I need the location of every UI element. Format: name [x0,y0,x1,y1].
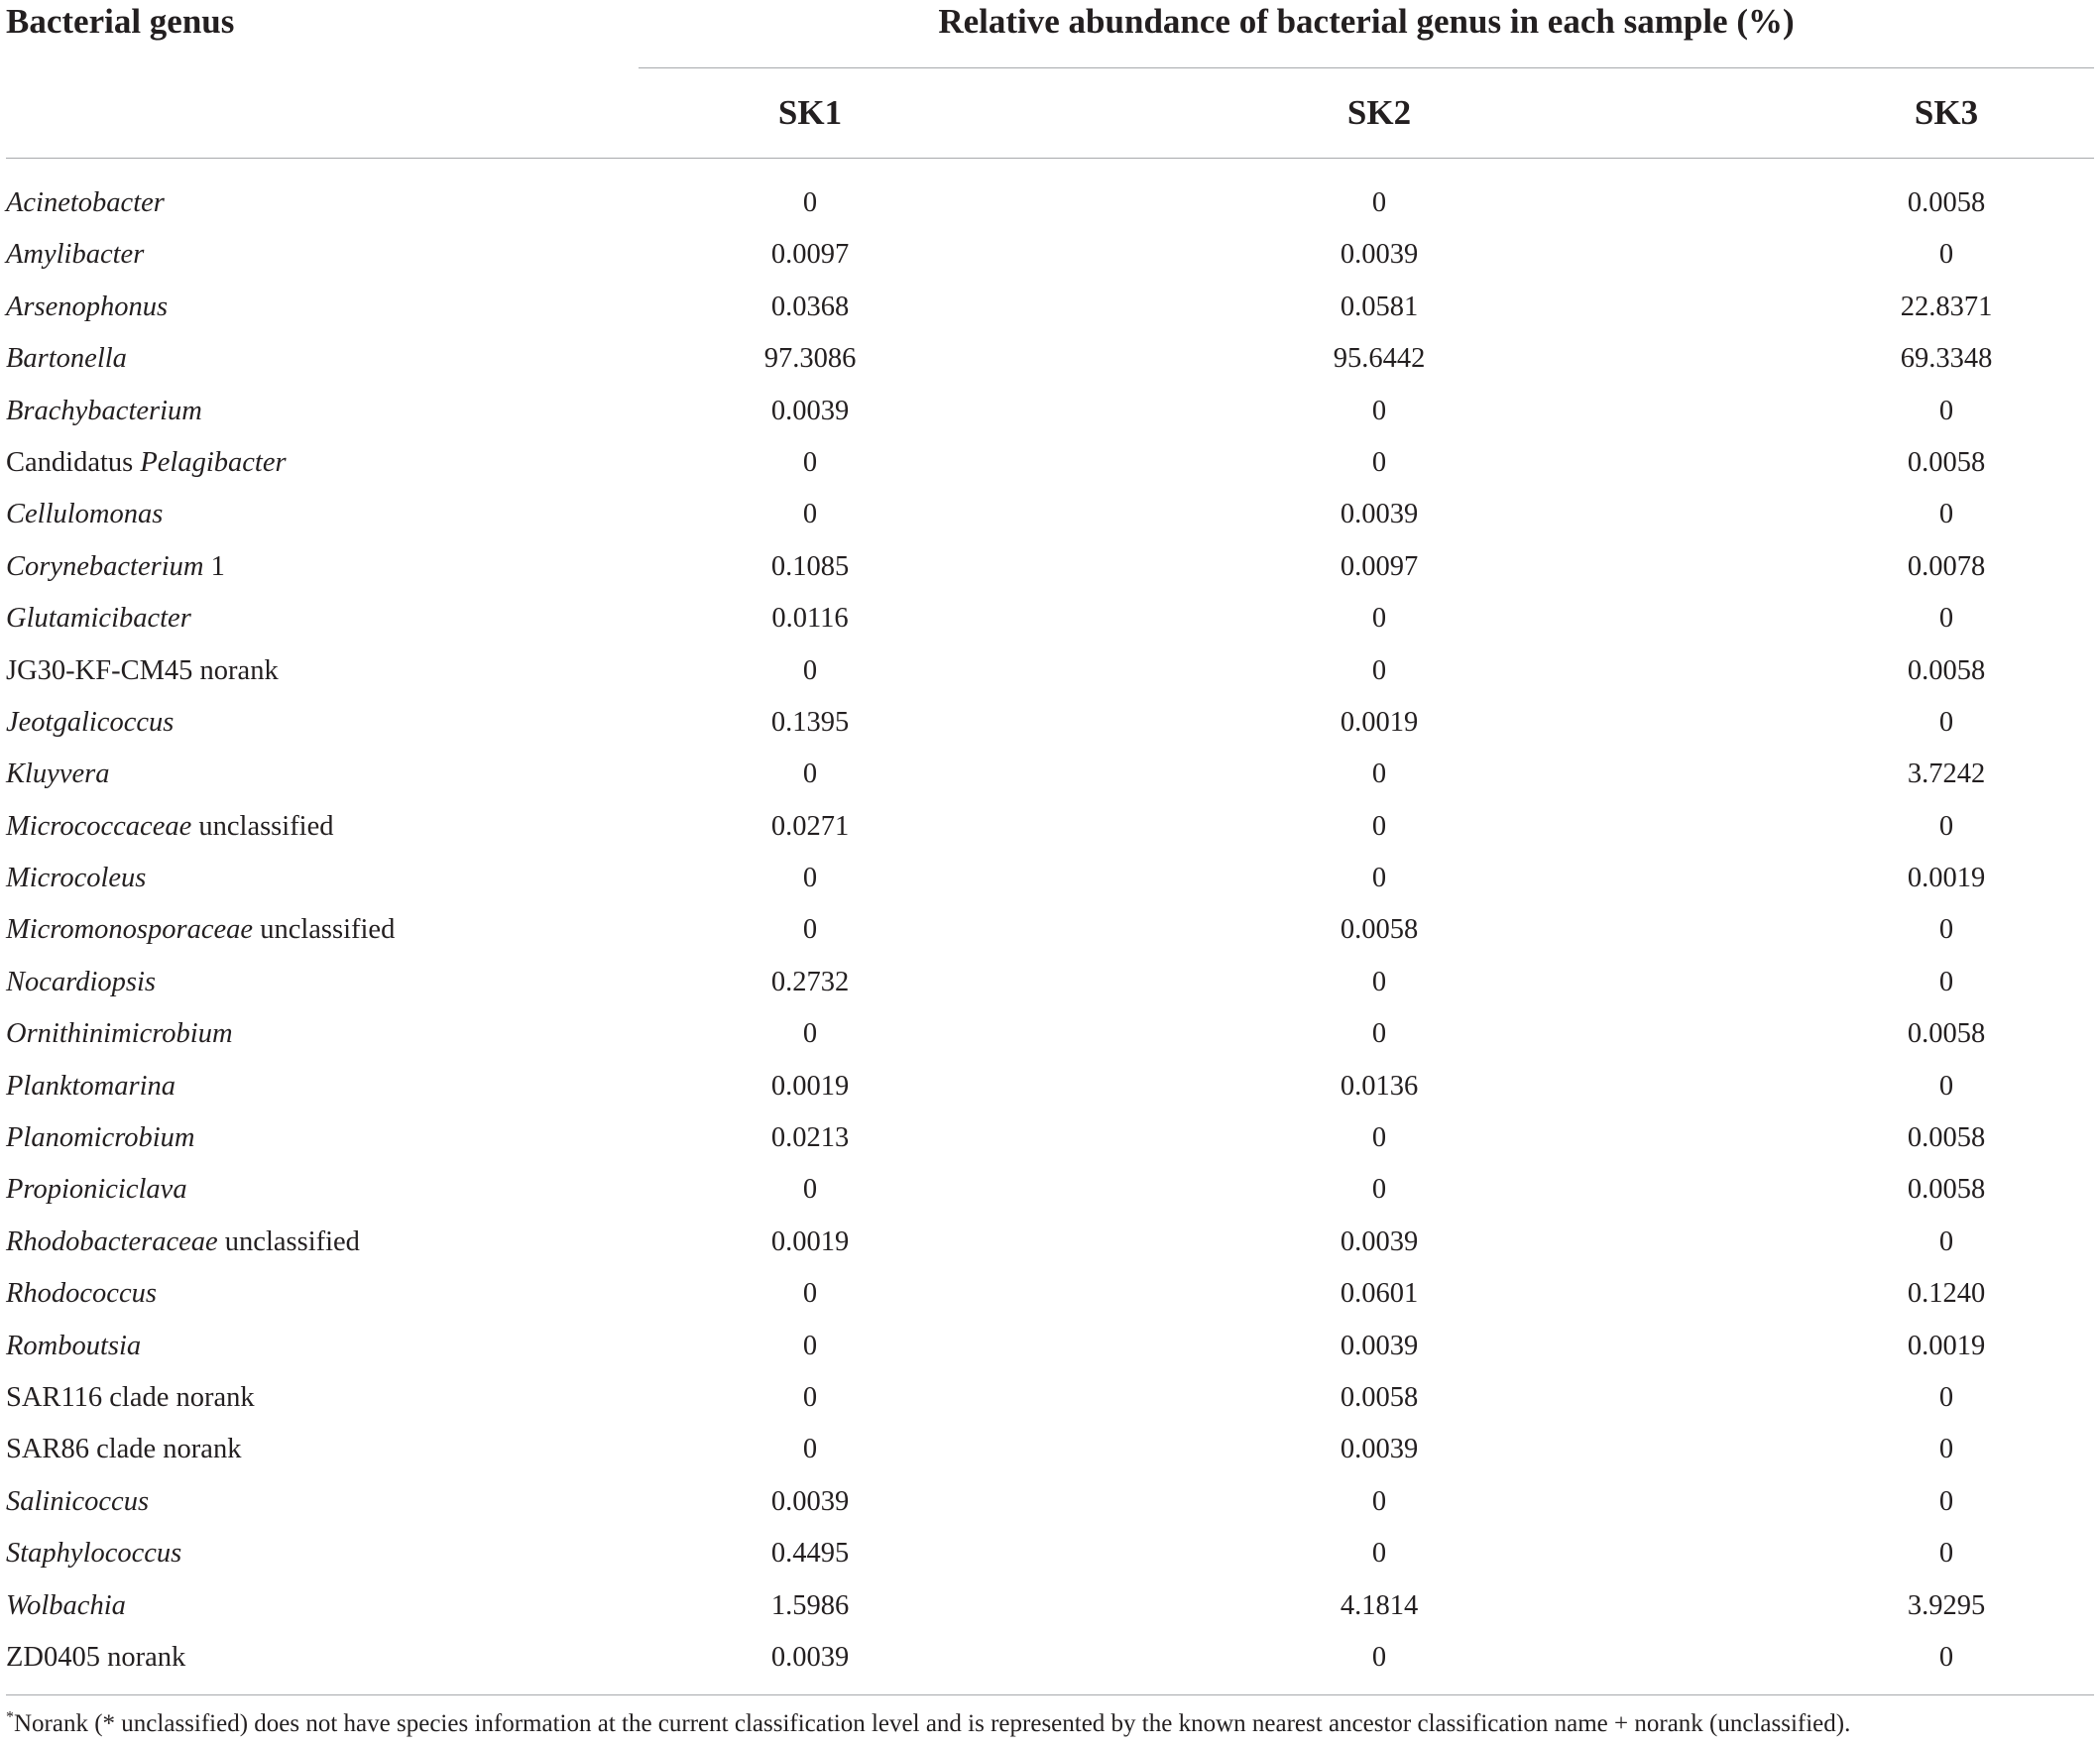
abundance-cell-sk3: 69.3348 [1900,343,1993,375]
table-row [0,545,2100,597]
abundance-cell-sk1: 0.0039 [770,1641,850,1673]
abundance-cell-sk2: 0.0039 [1340,1225,1419,1257]
genus-cell [6,597,191,641]
abundance-cell-sk3: 3.7242 [1907,758,1986,790]
abundance-cell-sk1: 0.0097 [770,239,850,271]
genus-name-part: Rhodococcus [6,1278,157,1310]
abundance-cell-sk3: 3.9295 [1907,1589,1986,1621]
genus-name-part: Cellulomonas [6,499,164,530]
genus-name-part: Micrococcaceae [6,810,192,842]
abundance-cell-sk2: 0.0039 [1340,1434,1419,1465]
abundance-cell-sk3: 0 [1938,1538,1954,1570]
abundance-cell-sk1: 0 [802,1018,818,1050]
genus-name-part: Jeotgalicoccus [6,706,175,738]
genus-cell [6,1325,141,1368]
abundance-cell-sk1: 0 [802,1174,818,1206]
abundance-cell-sk2: 0.0097 [1340,550,1419,582]
genus-cell [6,1221,360,1264]
table-row [0,908,2100,960]
table-row [0,649,2100,701]
genus-cell [6,1168,187,1212]
footer-rule [6,1694,2094,1695]
abundance-cell-sk2: 0 [1371,395,1387,426]
abundance-cell-sk3: 0.0019 [1907,863,1986,894]
abundance-cell-sk1: 0 [802,187,818,218]
abundance-cell-sk1: 0.0019 [770,1225,850,1257]
genus-cell [6,857,146,900]
table-body [0,181,2100,1688]
abundance-cell-sk3: 0.0058 [1907,187,1986,218]
genus-name-part: 1 [203,550,225,582]
abundance-cell-sk1: 0.1395 [770,706,850,738]
table-row [0,233,2100,285]
genus-cell [6,441,287,485]
genus-name-part: unclassified [217,1225,360,1257]
genus-cell [6,908,395,952]
genus-name-part: Micromonosporaceae [6,914,254,946]
genus-name-part: ZD0405 norank [6,1641,186,1673]
abundance-cell-sk2: 0 [1371,1018,1387,1050]
abundance-cell-sk3: 0 [1938,966,1954,997]
table-row [0,1584,2100,1636]
genus-cell [6,1428,241,1471]
genus-name-part: Rhodobacteraceae [6,1225,218,1257]
genus-name-part: Brachybacterium [6,395,202,426]
table-row [0,1376,2100,1428]
genus-name-part: Candidatus [6,446,141,478]
genus-name-part: Kluyvera [6,758,110,790]
abundance-cell-sk2: 0.0039 [1340,1330,1419,1361]
genus-cell [6,1480,149,1524]
genus-cell [6,286,168,329]
abundance-cell-sk2: 0 [1371,966,1387,997]
abundance-cell-sk2: 0 [1371,1538,1387,1570]
abundance-cell-sk3: 0 [1938,1070,1954,1102]
abundance-cell-sk2: 0.0039 [1340,499,1419,530]
abundance-cell-sk1: 0 [802,499,818,530]
header-rule [6,158,2094,159]
genus-name-part: unclassified [191,810,334,842]
abundance-cell-sk3: 22.8371 [1900,291,1993,322]
genus-name-part: unclassified [253,914,396,946]
genus-cell [6,701,174,745]
abundance-cell-sk2: 0.0601 [1340,1278,1419,1310]
abundance-cell-sk1: 0.1085 [770,550,850,582]
abundance-cell-sk2: 0.0039 [1340,239,1419,271]
genus-name-part: Wolbachia [6,1589,126,1621]
sample-header-sk2: SK2 [1346,93,1412,132]
abundance-cell-sk3: 0 [1938,1485,1954,1517]
abundance-cell-sk1: 0 [802,1381,818,1413]
genus-name-part: Microcoleus [6,863,147,894]
abundance-cell-sk3: 0 [1938,395,1954,426]
table-row [0,1272,2100,1324]
genus-cell [6,1376,255,1420]
abundance-cell-sk3: 0 [1938,1381,1954,1413]
genus-name-part: Planomicrobium [6,1122,195,1154]
genus-cell [6,390,202,433]
abundance-cell-sk1: 0.4495 [770,1538,850,1570]
abundance-cell-sk3: 0 [1938,1641,1954,1673]
abundance-cell-sk1: 0.0039 [770,1485,850,1517]
abundance-cell-sk2: 0 [1371,1122,1387,1154]
abundance-cell-sk3: 0.0078 [1907,550,1986,582]
genus-cell [6,1584,126,1628]
abundance-cell-sk3: 0.1240 [1907,1278,1986,1310]
table-row [0,1480,2100,1532]
genus-cell [6,805,334,849]
abundance-cell-sk2: 0 [1371,1485,1387,1517]
abundance-cell-sk1: 0.0116 [771,603,849,635]
genus-cell [6,493,163,536]
genus-name-part: Salinicoccus [6,1485,150,1517]
abundance-cell-sk2: 0 [1371,654,1387,686]
abundance-cell-sk1: 1.5986 [770,1589,850,1621]
sample-header-sk3: SK3 [1914,93,1979,132]
table-row [0,1532,2100,1583]
table-row [0,286,2100,337]
genus-cell [6,1636,185,1680]
genus-name-part: Arsenophonus [6,291,169,322]
genus-cell [6,1532,181,1575]
genus-name-part: Romboutsia [6,1330,142,1361]
table-row [0,181,2100,233]
table-row [0,1325,2100,1376]
genus-name-part: Bartonella [6,343,127,375]
abundance-cell-sk3: 0.0058 [1907,1174,1986,1206]
abundance-cell-sk3: 0 [1938,239,1954,271]
table-row [0,857,2100,908]
table-row [0,1116,2100,1168]
abundance-cell-sk1: 0.0271 [770,810,850,842]
genus-cell [6,1272,157,1316]
abundance-cell-sk2: 0.0058 [1340,1381,1419,1413]
table-row [0,701,2100,753]
table-row [0,441,2100,493]
abundance-cell-sk1: 0.0213 [770,1122,850,1154]
abundance-spanning-header: Relative abundance of bacterial genus in each sample (%) [938,2,1795,41]
table-row [0,961,2100,1012]
abundance-cell-sk3: 0.0058 [1907,1018,1986,1050]
table-row [0,390,2100,441]
abundance-cell-sk1: 0 [802,446,818,478]
abundance-cell-sk2: 4.1814 [1340,1589,1419,1621]
table-row [0,493,2100,544]
table-row [0,805,2100,857]
genus-cell [6,1065,175,1108]
abundance-cell-sk1: 0.0039 [770,395,850,426]
abundance-cell-sk1: 97.3086 [763,343,857,375]
abundance-cell-sk3: 0 [1938,1434,1954,1465]
abundance-cell-sk2: 95.6442 [1333,343,1426,375]
abundance-cell-sk1: 0 [802,758,818,790]
genus-name-part: Staphylococcus [6,1538,182,1570]
abundance-cell-sk2: 0 [1371,603,1387,635]
abundance-cell-sk1: 0 [802,654,818,686]
genus-name-part: Planktomarina [6,1070,175,1102]
abundance-cell-sk1: 0.2732 [770,966,850,997]
abundance-cell-sk3: 0 [1938,706,1954,738]
abundance-cell-sk2: 0.0581 [1340,291,1419,322]
genus-name-part: Amylibacter [6,239,145,271]
abundance-cell-sk2: 0 [1371,810,1387,842]
abundance-cell-sk3: 0.0058 [1907,446,1986,478]
genus-name-part: Propioniciclava [6,1174,187,1206]
genus-name-part: JG30-KF-CM45 norank [6,654,279,686]
genus-column-header: Bacterial genus [6,2,235,41]
genus-cell [6,649,279,693]
abundance-cell-sk3: 0 [1938,1225,1954,1257]
genus-cell [6,961,156,1004]
abundance-cell-sk3: 0.0058 [1907,1122,1986,1154]
table-row [0,1636,2100,1688]
genus-cell [6,181,165,225]
abundance-cell-sk2: 0.0136 [1340,1070,1419,1102]
genus-cell [6,337,127,381]
genus-name-part: Ornithinimicrobium [6,1018,233,1050]
genus-cell [6,545,225,589]
abundance-cell-sk3: 0.0058 [1907,654,1986,686]
spanner-rule [639,67,2094,68]
abundance-cell-sk1: 0.0019 [770,1070,850,1102]
genus-cell [6,1116,195,1160]
footnote-text: Norank (* unclassified) does not have species information at the current classification level and is represented by the known nearest ancestor classification name + norank (unclassified). [14,1710,1851,1737]
abundance-cell-sk3: 0 [1938,603,1954,635]
genus-cell [6,233,144,277]
genus-name-part: SAR116 clade norank [6,1381,255,1413]
table-footnote [6,1707,1850,1741]
abundance-cell-sk1: 0.0368 [770,291,850,322]
table-row [0,1168,2100,1220]
abundance-cell-sk1: 0 [802,1434,818,1465]
genus-name-part: Nocardiopsis [6,966,156,997]
table-row [0,1012,2100,1064]
abundance-cell-sk1: 0 [802,1330,818,1361]
abundance-cell-sk2: 0 [1371,446,1387,478]
table-row [0,1428,2100,1479]
abundance-cell-sk2: 0 [1371,758,1387,790]
abundance-cell-sk2: 0.0019 [1340,706,1419,738]
abundance-cell-sk1: 0 [802,863,818,894]
genus-name-part: Corynebacterium [6,550,204,582]
sample-header-sk1: SK1 [777,93,843,132]
abundance-cell-sk2: 0 [1371,187,1387,218]
table-row [0,1221,2100,1272]
genus-cell [6,753,109,796]
abundance-cell-sk3: 0.0019 [1907,1330,1986,1361]
abundance-cell-sk3: 0 [1938,810,1954,842]
table-row [0,597,2100,648]
genus-name-part: Pelagibacter [140,446,287,478]
abundance-cell-sk1: 0 [802,1278,818,1310]
table-row [0,1065,2100,1116]
footnote-marker: * [6,1708,14,1726]
genus-cell [6,1012,233,1056]
genus-name-part: Glutamicibacter [6,603,191,635]
abundance-cell-sk2: 0 [1371,863,1387,894]
abundance-cell-sk2: 0.0058 [1340,914,1419,946]
table-row [0,337,2100,389]
genus-name-part: Acinetobacter [6,187,165,218]
table-row [0,753,2100,804]
abundance-cell-sk2: 0 [1371,1641,1387,1673]
abundance-cell-sk1: 0 [802,914,818,946]
abundance-cell-sk3: 0 [1938,914,1954,946]
genus-name-part: SAR86 clade norank [6,1434,242,1465]
abundance-cell-sk2: 0 [1371,1174,1387,1206]
abundance-cell-sk3: 0 [1938,499,1954,530]
